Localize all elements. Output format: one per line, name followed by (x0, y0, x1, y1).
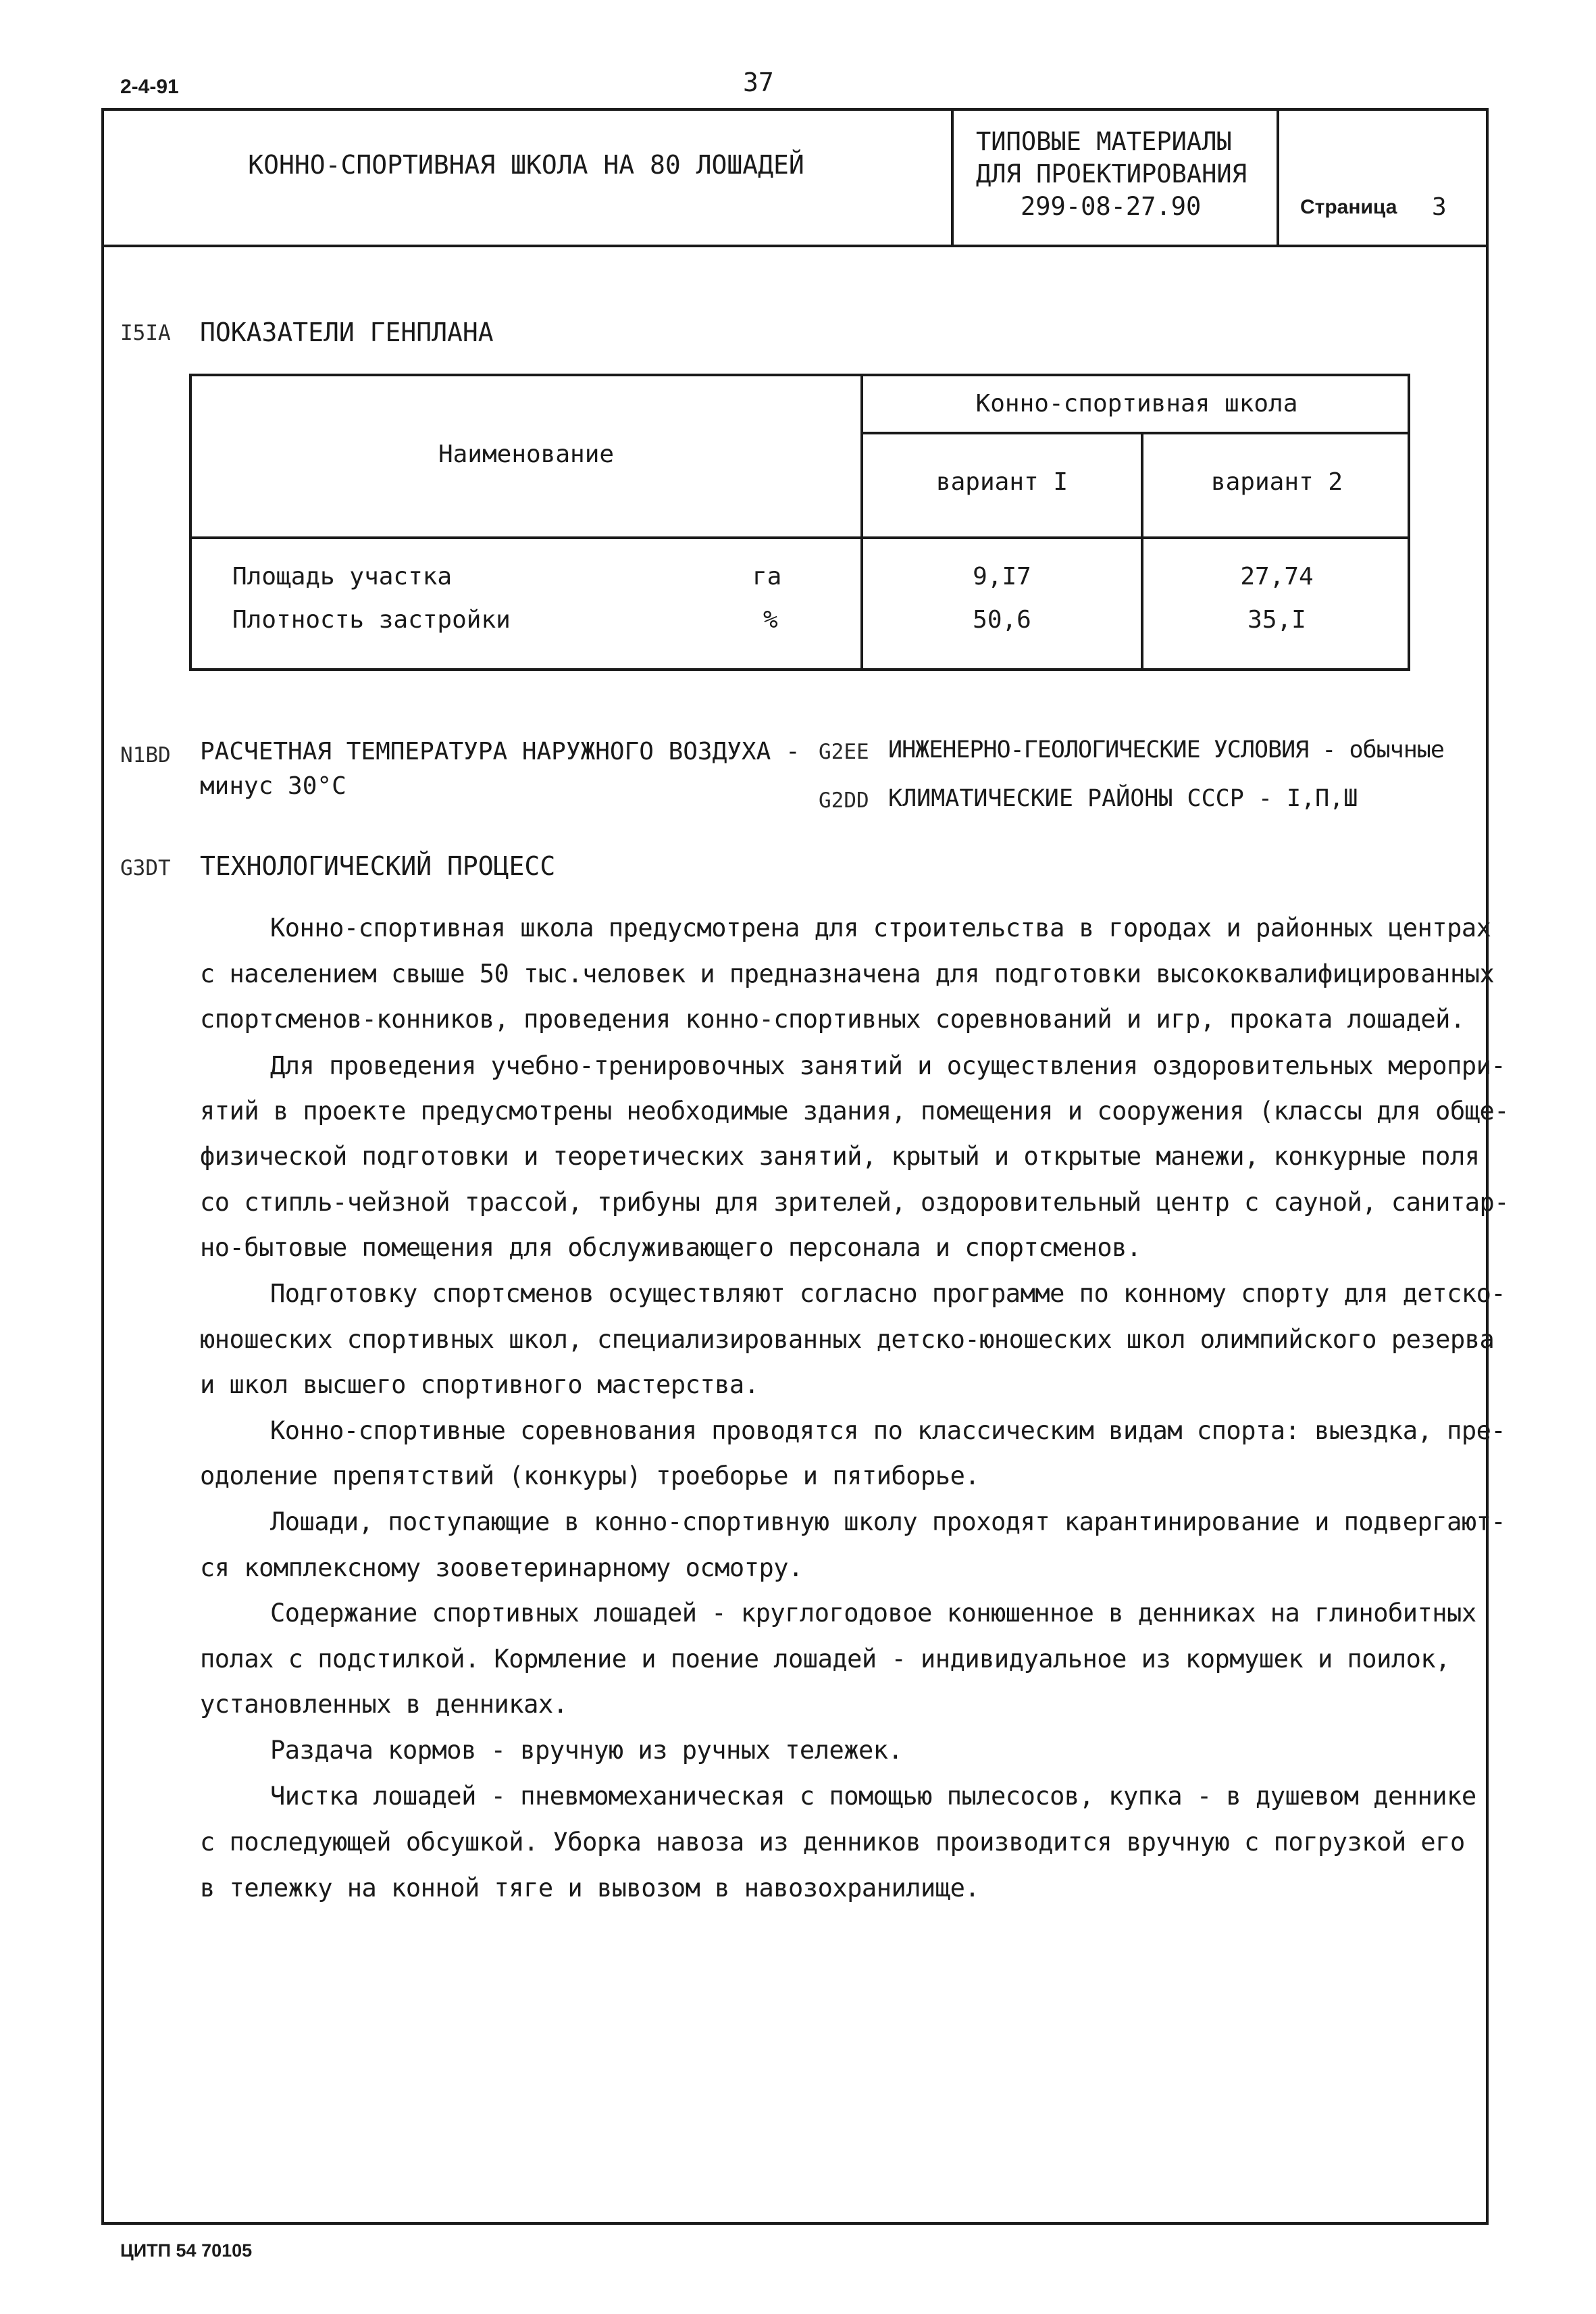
body-text-line: ятий в проекте предусмотрены необходимые здания, помещения и сооружения (классы для обще- (200, 1097, 1510, 1126)
param-code: N1BD (120, 743, 171, 768)
header-column-divider (1277, 108, 1279, 246)
body-text-line: но-бытовые помещения для обслуживающего персонала и спортсменов. (200, 1233, 1141, 1262)
param-climate: КЛИМАТИЧЕСКИЕ РАЙОНЫ СССР - I,П,Ш (888, 785, 1358, 812)
header-column-divider (951, 108, 954, 246)
body-text-line: ся комплексному зооветеринарному осмотру. (200, 1553, 803, 1582)
body-text-line: Лошади, поступающие в конно-спортивную школу проходят карантинирование и подвергают- (270, 1507, 1506, 1536)
genplan-table (189, 374, 1410, 671)
body-text-line: Для проведения учебно-тренировочных занятий и осуществления оздоровительных меропри- (270, 1051, 1506, 1080)
table-cell-value: 27,74 (1240, 563, 1314, 590)
body-text-line: Подготовку спортсменов осуществляют согласно программе по конному спорту для детско- (270, 1279, 1506, 1308)
body-text-line: Чистка лошадей - пневмомеханическая с помощью пылесосов, купка - в душевом деннике (270, 1782, 1476, 1811)
param-code: G2DD (819, 788, 869, 813)
table-cell-value: 9,I7 (973, 563, 1031, 590)
table-header-variant2: вариант 2 (1210, 468, 1343, 496)
param-temperature-value: минус 30°С (200, 772, 346, 800)
document-title: КОННО-СПОРТИВНАЯ ШКОЛА НА 80 ЛОШАДЕЙ (248, 150, 804, 180)
body-text-line: одоление препятствий (конкуры) троеборье и пятиборье. (200, 1461, 980, 1490)
body-text-line: Содержание спортивных лошадей - круглогодовое конюшенное в денниках на глинобитных (270, 1599, 1476, 1628)
table-cell-unit: % (763, 606, 778, 634)
body-text-line: и школ высшего спортивного мастерства. (200, 1370, 759, 1399)
body-text-line: спортсменов-конников, проведения конно-спортивных соревнований и игр, проката лошадей. (200, 1005, 1465, 1034)
table-cell-name: Площадь участка (232, 563, 453, 590)
page-value: 3 (1432, 193, 1447, 221)
series-line: ТИПОВЫЕ МАТЕРИАЛЫ (976, 127, 1232, 156)
table-cell-value: 50,6 (973, 606, 1031, 634)
param-code: G2EE (819, 740, 869, 764)
body-text-line: установленных в денниках. (200, 1690, 568, 1719)
section-heading: ПОКАЗАТЕЛИ ГЕНПЛАНА (200, 318, 494, 347)
table-header-name: Наименование (438, 441, 615, 468)
document-code: 2-4-91 (120, 76, 179, 98)
series-line: ДЛЯ ПРОЕКТИРОВАНИЯ (976, 159, 1247, 188)
section-code: G3DT (120, 856, 171, 880)
body-text-line: Раздача кормов - вручную из ручных тележек. (270, 1736, 903, 1765)
table-cell-value: 35,I (1247, 606, 1306, 634)
body-text-line: Конно-спортивные соревнования проводятся по классическим видам спорта: выездка, пре- (270, 1416, 1506, 1445)
body-text-line: физической подготовки и теоретических занятий, крытый и открытые манежи, конкурные поля (200, 1142, 1480, 1171)
table-divider (860, 432, 1410, 434)
table-group-header: Конно-спортивная школа (975, 390, 1298, 418)
page-number: 37 (743, 68, 774, 97)
body-text-line: Конно-спортивная школа предусмотрена для строительства в городах и районных центрах (270, 913, 1491, 942)
series-number: 299-08-27.90 (1021, 192, 1202, 221)
param-geology: ИНЖЕНЕРНО-ГЕОЛОГИЧЕСКИЕ УСЛОВИЯ - обычные (888, 736, 1444, 763)
section-heading: ТЕХНОЛОГИЧЕСКИЙ ПРОЦЕСС (200, 851, 556, 881)
table-header-variant1: вариант I (935, 468, 1069, 496)
table-cell-name: Плотность застройки (232, 606, 511, 634)
footer-imprint: ЦИТП 54 70105 (120, 2240, 253, 2261)
body-text-line: с последующей обсушкой. Уборка навоза из денников производится вручную с погрузкой его (200, 1828, 1465, 1857)
table-divider (192, 536, 1410, 539)
header-divider (101, 245, 1489, 247)
body-text-line: юношеских спортивных школ, специализированных детско-юношеских школ олимпийского резерва (200, 1325, 1495, 1354)
body-text-line: со стипль-чейзной трассой, трибуны для зрителей, оздоровительный центр с сауной, санитар- (200, 1188, 1510, 1217)
series-block (976, 126, 1273, 223)
table-cell-unit: га (752, 563, 782, 590)
body-text-line: полах с подстилкой. Кормление и поение лошадей - индивидуальное из кормушек и поилок, (200, 1644, 1450, 1674)
body-text-line: в тележку на конной тяге и вывозом в навозохранилище. (200, 1873, 980, 1903)
param-temperature: РАСЧЕТНАЯ ТЕМПЕРАТУРА НАРУЖНОГО ВОЗДУХА - (200, 738, 800, 765)
page-label: Страница (1300, 196, 1397, 218)
body-text-line: с населением свыше 50 тыс.человек и предназначена для подготовки высококвалифицированных (200, 959, 1495, 988)
section-code: I5IA (120, 321, 171, 345)
